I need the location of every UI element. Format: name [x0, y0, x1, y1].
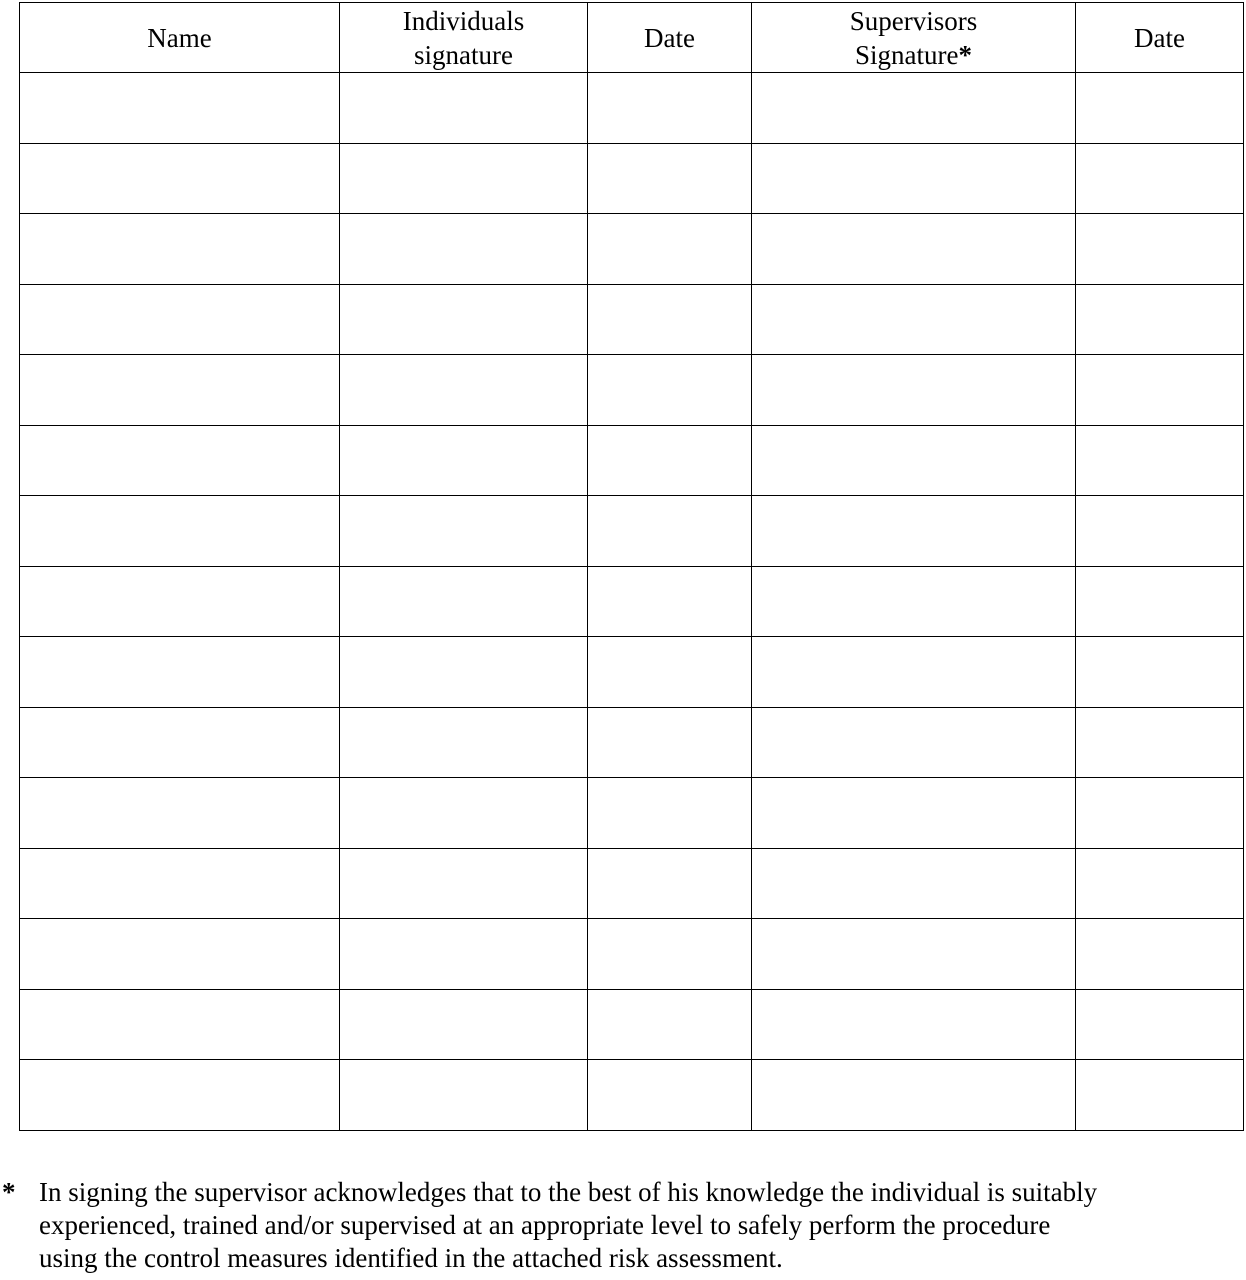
supervisor-signature-cell[interactable]: [752, 355, 1076, 426]
individual-signature-cell[interactable]: [340, 284, 588, 355]
header-individual-signature: [340, 3, 588, 73]
date-cell[interactable]: [1076, 637, 1244, 708]
individual-signature-cell[interactable]: [340, 425, 588, 496]
name-cell[interactable]: [20, 214, 340, 285]
header-name: [20, 3, 340, 73]
table-row: [20, 496, 1244, 567]
supervisor-signature-cell[interactable]: [752, 637, 1076, 708]
individual-signature-cell[interactable]: [340, 214, 588, 285]
date-cell[interactable]: [1076, 566, 1244, 637]
date-cell[interactable]: [1076, 284, 1244, 355]
date-cell[interactable]: [588, 1060, 752, 1131]
table-row: [20, 214, 1244, 285]
header-supervisor-line2: Signature: [855, 39, 959, 70]
name-cell[interactable]: [20, 425, 340, 496]
date-cell[interactable]: [1076, 919, 1244, 990]
table-row: [20, 425, 1244, 496]
supervisor-signature-cell[interactable]: [752, 919, 1076, 990]
date-cell[interactable]: [588, 496, 752, 567]
date-cell[interactable]: [1076, 214, 1244, 285]
date-cell[interactable]: [1076, 143, 1244, 214]
date-cell[interactable]: [1076, 848, 1244, 919]
name-cell[interactable]: [20, 143, 340, 214]
individual-signature-cell[interactable]: [340, 707, 588, 778]
date-cell[interactable]: [588, 848, 752, 919]
name-cell[interactable]: [20, 496, 340, 567]
table-row: [20, 637, 1244, 708]
header-date-1-label: Date: [644, 22, 695, 53]
table-row: [20, 143, 1244, 214]
header-date-2: [1076, 3, 1244, 73]
individual-signature-cell[interactable]: [340, 848, 588, 919]
name-cell[interactable]: [20, 566, 340, 637]
date-cell[interactable]: [588, 637, 752, 708]
date-cell[interactable]: [1076, 73, 1244, 144]
footnote-line-1: In signing the supervisor acknowledges that to the best of his knowledge the individual is suitably: [39, 1177, 1098, 1207]
date-cell[interactable]: [1076, 778, 1244, 849]
individual-signature-cell[interactable]: [340, 778, 588, 849]
header-supervisor-line1: Supervisors: [849, 5, 978, 36]
table-row: [20, 919, 1244, 990]
footnote-line-3: using the control measures identified in the attached risk assessment.: [39, 1243, 783, 1273]
header-date-2-label: Date: [1134, 22, 1185, 53]
supervisor-signature-cell[interactable]: [752, 425, 1076, 496]
name-cell[interactable]: [20, 707, 340, 778]
name-cell[interactable]: [20, 284, 340, 355]
header-supervisor-line2-wrap: [752, 38, 1075, 72]
date-cell[interactable]: [588, 707, 752, 778]
table-row: [20, 1060, 1244, 1131]
name-cell[interactable]: [20, 1060, 340, 1131]
date-cell[interactable]: [588, 778, 752, 849]
date-cell[interactable]: [588, 143, 752, 214]
table-body: [20, 73, 1244, 1131]
header-supervisor-marker: *: [958, 39, 972, 70]
header-individual-line1: Individuals: [402, 5, 525, 36]
individual-signature-cell[interactable]: [340, 355, 588, 426]
date-cell[interactable]: [588, 989, 752, 1060]
supervisor-signature-cell[interactable]: [752, 848, 1076, 919]
date-cell[interactable]: [1076, 1060, 1244, 1131]
date-cell[interactable]: [1076, 707, 1244, 778]
signoff-table: [19, 2, 1244, 1131]
date-cell[interactable]: [588, 566, 752, 637]
individual-signature-cell[interactable]: [340, 637, 588, 708]
header-supervisor-signature: [752, 3, 1076, 73]
supervisor-signature-cell[interactable]: [752, 143, 1076, 214]
individual-signature-cell[interactable]: [340, 919, 588, 990]
date-cell[interactable]: [588, 425, 752, 496]
individual-signature-cell[interactable]: [340, 143, 588, 214]
date-cell[interactable]: [588, 73, 752, 144]
name-cell[interactable]: [20, 637, 340, 708]
supervisor-signature-cell[interactable]: [752, 778, 1076, 849]
date-cell[interactable]: [588, 919, 752, 990]
table-row: [20, 355, 1244, 426]
individual-signature-cell[interactable]: [340, 566, 588, 637]
date-cell[interactable]: [588, 284, 752, 355]
date-cell[interactable]: [1076, 989, 1244, 1060]
supervisor-signature-cell[interactable]: [752, 989, 1076, 1060]
supervisor-signature-cell[interactable]: [752, 284, 1076, 355]
individual-signature-cell[interactable]: [340, 989, 588, 1060]
name-cell[interactable]: [20, 355, 340, 426]
supervisor-signature-cell[interactable]: [752, 1060, 1076, 1131]
footnote-marker: *: [2, 1177, 16, 1207]
name-cell[interactable]: [20, 989, 340, 1060]
date-cell[interactable]: [1076, 355, 1244, 426]
footnote-line-2: experienced, trained and/or supervised at an appropriate level to safely perform the procedure: [39, 1210, 1051, 1240]
date-cell[interactable]: [1076, 496, 1244, 567]
supervisor-signature-cell[interactable]: [752, 496, 1076, 567]
header-name-label: Name: [147, 22, 212, 53]
date-cell[interactable]: [1076, 425, 1244, 496]
name-cell[interactable]: [20, 919, 340, 990]
supervisor-signature-cell[interactable]: [752, 707, 1076, 778]
table-row: [20, 284, 1244, 355]
table-row: [20, 848, 1244, 919]
table-row: [20, 989, 1244, 1060]
table-row: [20, 707, 1244, 778]
name-cell[interactable]: [20, 848, 340, 919]
table-row: [20, 566, 1244, 637]
supervisor-signature-cell[interactable]: [752, 73, 1076, 144]
individual-signature-cell[interactable]: [340, 1060, 588, 1131]
name-cell[interactable]: [20, 778, 340, 849]
table-row: [20, 73, 1244, 144]
date-cell[interactable]: [588, 355, 752, 426]
individual-signature-cell[interactable]: [340, 73, 588, 144]
header-date-1: [588, 3, 752, 73]
individual-signature-cell[interactable]: [340, 496, 588, 567]
name-cell[interactable]: [20, 73, 340, 144]
header-row: [20, 3, 1244, 73]
footnote-text: [39, 1176, 1239, 1275]
supervisor-signature-cell[interactable]: [752, 214, 1076, 285]
supervisor-signature-cell[interactable]: [752, 566, 1076, 637]
header-individual-line2: signature: [414, 39, 513, 70]
table-row: [20, 778, 1244, 849]
date-cell[interactable]: [588, 214, 752, 285]
